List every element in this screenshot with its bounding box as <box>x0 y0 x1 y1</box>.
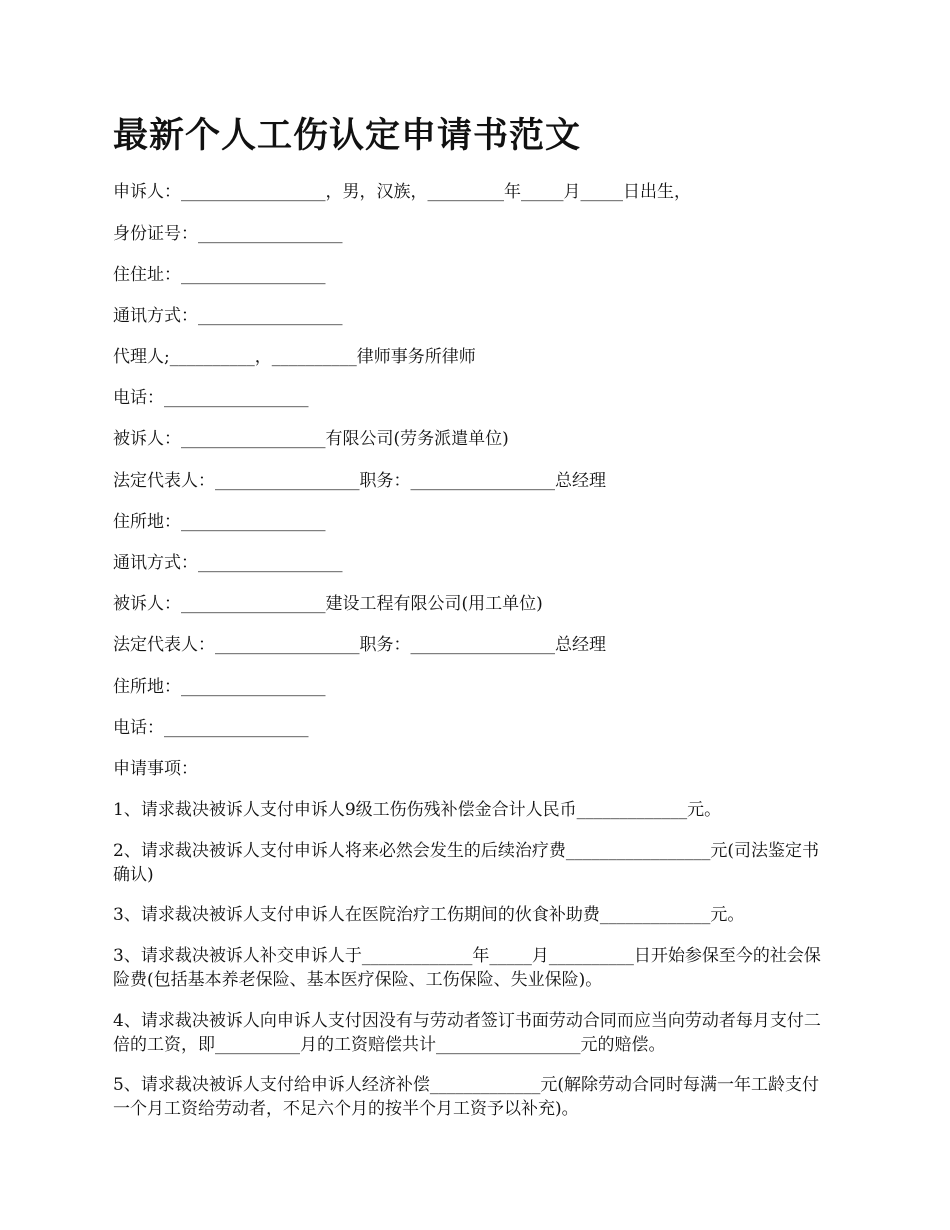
claim-item-1: 1、请求裁决被诉人支付申诉人9级工伤伤残补偿金合计人民币_____________元。 <box>113 800 722 820</box>
phone-line: 电话：_________________ <box>113 388 309 408</box>
claim-item-3: 3、请求裁决被诉人支付申诉人在医院治疗工伤期间的伙食补助费_____________元。 <box>113 905 745 925</box>
claims-heading: 申请事项： <box>113 759 198 779</box>
legal-rep-1-line: 法定代表人：_________________职务：_________________总经理 <box>113 471 606 491</box>
agent-line: 代理人;__________，__________律师事务所律师 <box>113 347 476 367</box>
legal-rep-2-line: 法定代表人：_________________职务：_________________总经理 <box>113 635 606 655</box>
claim-item-5: 4、请求裁决被诉人向申诉人支付因没有与劳动者签订书面劳动合同而应当向劳动者每月支付二倍的工资，即__________月的工资赔偿共计_________________元的赔偿。 <box>113 1011 821 1055</box>
id-number-line: 身份证号：_________________ <box>113 224 343 244</box>
address-line: 住住址：_________________ <box>113 265 326 285</box>
applicant-line: 申诉人：_________________，男，汉族，_________年_____月_____日出生， <box>113 182 691 202</box>
claim-item-2: 2、请求裁决被诉人支付申诉人将来必然会发生的后续治疗费_________________元(司法鉴定书确认) <box>113 841 819 885</box>
domicile-2-line: 住所地：_________________ <box>113 677 326 697</box>
respondent-2-line: 被诉人：_________________建设工程有限公司(用工单位) <box>113 594 543 614</box>
contact-1-line: 通讯方式：_________________ <box>113 553 343 573</box>
document-title: 最新个人工伤认定申请书范文 <box>113 115 582 156</box>
domicile-1-line: 住所地：_________________ <box>113 512 326 532</box>
contact-line: 通讯方式：_________________ <box>113 306 343 326</box>
claim-item-4: 3、请求裁决被诉人补交申诉人于_____________年_____月__________日开始参保至今的社会保险费(包括基本养老保险、基本医疗保险、工伤保险、失业保险)。 <box>113 946 821 990</box>
claim-item-6: 5、请求裁决被诉人支付给申诉人经济补偿_____________元(解除劳动合同时每满一年工龄支付一个月工资给劳动者，不足六个月的按半个月工资予以补充)。 <box>113 1075 819 1119</box>
phone-2-line: 电话：_________________ <box>113 718 309 738</box>
respondent-1-line: 被诉人：_________________有限公司(劳务派遣单位) <box>113 429 509 449</box>
